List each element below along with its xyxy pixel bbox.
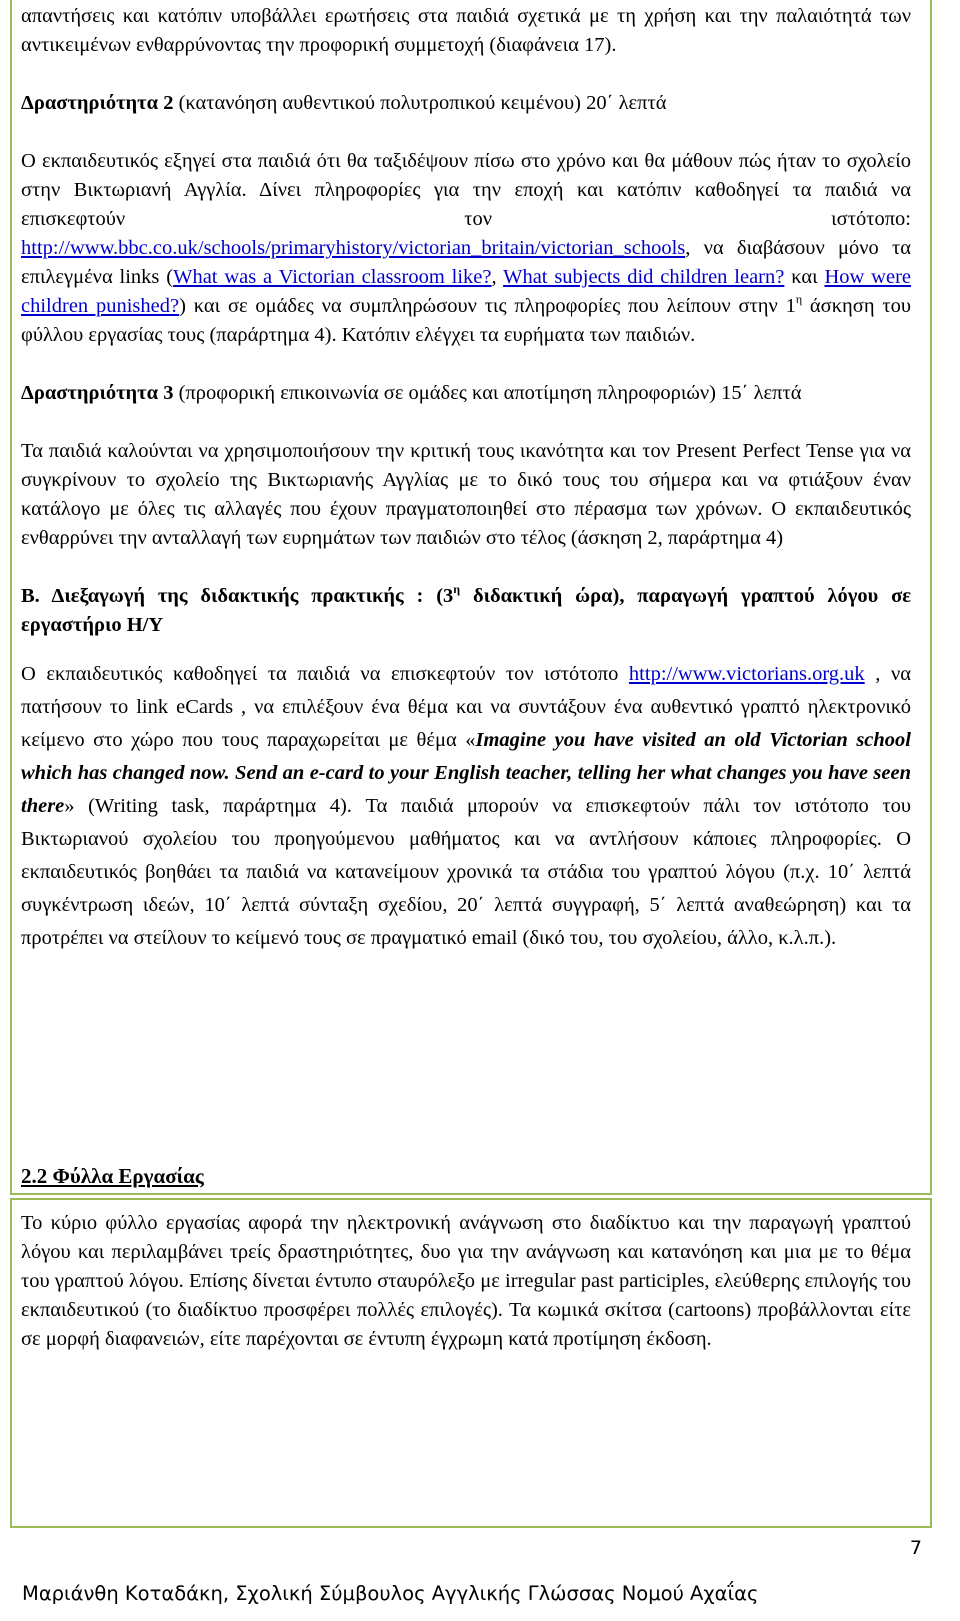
section-b-text-3: » (Writing task, παράρτημα 4). Τα παιδιά μπορούν να επισκεφτούν πάλι τον ιστότοπο του Βικτωριανού σχολείου του προηγούμενου μαθήματος και να αντλήσουν κάποιες πληροφορίες. Ο εκπαιδευτικός βοηθάει τα παιδιά να κατανείμουν χρονικά τα στάδια του γραπτού λόγου (π.χ. 10΄ λεπτά συγκέντρωση ιδεών, 10΄ λεπτά σύνταξη σχεδίου, 20΄ λεπτά συγγραφή, 5΄ λεπτά αναθεώρηση) και τα προτρέπει να στείλουν το κείμενό τους σε πραγματικό email (δικό του, του σχολείου, άλλο, κ.λ.π.).: [21, 795, 911, 949]
activity-2-label: Δραστηριότητα 2: [21, 92, 174, 114]
activity-2-text-5: ) και σε ομάδες να συμπληρώσουν τις πληροφορίες που λείπουν στην 1: [179, 295, 796, 317]
activity-3-desc: (προφορική επικοινωνία σε ομάδες και αποτίμηση πληροφοριών) 15΄ λεπτά: [173, 382, 802, 404]
activity-3-label: Δραστηριότητα 3: [21, 382, 174, 404]
section-b-heading-b: διδακτική ώρα), παραγωγή γραπτού λόγου σε εργαστήριο Η/Υ: [21, 585, 912, 636]
activity-2-superscript: η: [795, 292, 803, 306]
activity-3-text: Τα παιδιά καλούνται να χρησιμοποιήσουν την κριτική τους ικανότητα και τον Present Perfect Tense για να συγκρίνουν το σχολείο της Βικτωριανής Αγγλίας με το δικό τους του σήμερα και να φτιάξουν έναν κατάλογο με όλες τις αλλαγές που έχουν πραγματοποιηθεί στο πέρασμα των χρόνων. Ο εκπαιδευτικός ενθαρρύνει την ανταλλαγή των ευρημάτων των παιδιών στο τέλος (άσκηση 2, παράρτημα 4): [21, 440, 911, 549]
worksheets-body: [21, 1209, 911, 1354]
activity-2-text-1: Ο εκπαιδευτικός εξηγεί στα παιδιά ότι θα ταξιδέψουν πίσω στο χρόνο και θα μάθουν πώς ήταν το σχολείο στην Βικτωριανή Αγγλία. Δίνει πληροφορίες για την εποχή και κατόπιν καθοδηγεί τα παιδιά να επισκεφτούν τον ιστότοπο:: [21, 150, 911, 230]
section-b-heading: [21, 582, 911, 640]
activity-2-desc: (κατανόηση αυθεντικού πολυτροπικού κειμένου) 20΄ λεπτά: [173, 92, 667, 114]
punished-link[interactable]: How were children punished?: [21, 266, 912, 317]
activity-3-heading: [21, 379, 911, 408]
activity-2-heading: [21, 89, 911, 118]
section-b-text-2: , να πατήσουν το link eCards , να επιλέξουν ένα θέμα και να συντάξουν ένα αυθεντικό γραπτό ηλεκτρονικό κείμενο στο χώρο που τους παραχωρείται με θέμα «: [21, 663, 911, 751]
page-number: 7: [909, 1537, 922, 1559]
activity-3-body: [21, 437, 911, 553]
victorians-link[interactable]: http://www.victorians.org.uk: [628, 663, 865, 685]
section-worksheets: [21, 1162, 911, 1354]
activity-2-text-2: , να διαβάσουν μόνο τα επιλεγμένα links (: [21, 237, 911, 288]
bbc-link[interactable]: http://www.bbc.co.uk/schools/primaryhistory/victorian_britain/victorian_schools: [21, 237, 686, 259]
paragraph-intro: [21, 2, 911, 60]
worksheets-text: Το κύριο φύλλο εργασίας αφορά την ηλεκτρονική ανάγνωση στο διαδίκτυο και την παραγωγή γραπτού λόγου και περιλαμβάνει τρείς δραστηριότητες, δυο για την ανάγνωση και κατανόηση και μια με το θέμα του γραπτού λόγου. Επίσης δίνεται έντυπο σταυρόλεξο με irregular past participles, ελεύθερης επιλογής του εκπαιδευτικού (το διαδίκτυο προσφέρει πολλές επιλογές). Τα κωμικά σκίτσα (cartoons) προβάλλονται είτε σε μορφή διαφανειών, είτε παρέχονται σε έντυπη έγχρωμη κατά προτίμηση έκδοση.: [21, 1212, 911, 1350]
section-b-body: [21, 658, 911, 955]
page-footer: Μαριάνθη Κοταδάκη, Σχολική Σύμβουλος Αγγλικής Γλώσσας Νομού Αχαΐας: [22, 1582, 759, 1605]
activity-2-text-6: άσκηση του φύλλου εργασίας τους (παράρτημα 4). Κατόπιν ελέγχει τα ευρήματα των παιδιών.: [21, 295, 911, 346]
section-top: [21, 2, 911, 955]
subjects-link[interactable]: What subjects did children learn?: [503, 266, 785, 288]
activity-2-body: [21, 147, 911, 350]
section-b-superscript: η: [453, 582, 461, 596]
activity-2-text-3: ,: [491, 266, 504, 288]
intro-text: απαντήσεις και κατόπιν υποβάλλει ερωτήσεις στα παιδιά σχετικά με τη χρήση και την παλαιότητά των αντικειμένων ενθαρρύνοντας την προφορική συμμετοχή (διαφάνεια 17).: [21, 5, 911, 56]
worksheets-heading: 2.2 Φύλλα Εργασίας: [21, 1164, 204, 1188]
writing-task-text: Imagine you have visited an old Victorian school which has changed now. Send an e-card to your English teacher, telling her what changes you have seen there: [21, 729, 912, 817]
classroom-link[interactable]: What was a Victorian classroom like?: [173, 266, 492, 288]
section-b-text-1: Ο εκπαιδευτικός καθοδηγεί τα παιδιά να επισκεφτούν τον ιστότοπο: [21, 663, 629, 685]
activity-2-text-4: και: [784, 266, 825, 288]
section-b-heading-a: Β. Διεξαγωγή της διδακτικής πρακτικής : (3: [21, 585, 454, 607]
